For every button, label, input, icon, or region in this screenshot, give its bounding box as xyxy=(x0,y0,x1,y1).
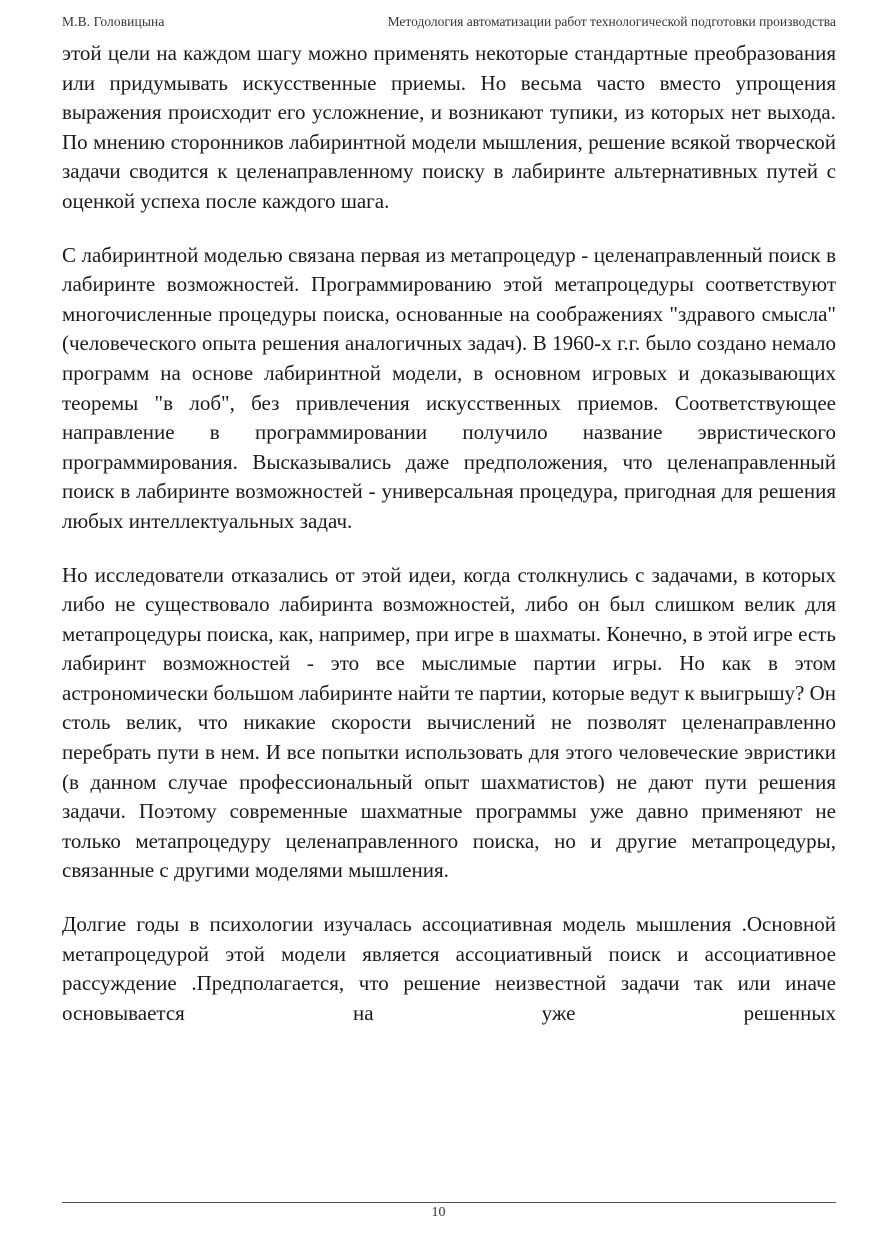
body-text xyxy=(62,39,836,1028)
paragraph-4: Долгие годы в психологии изучалась ассоциативная модель мышления .Основной метапроцедурой этой модели является ассоциативный поиск и ассоциативное рассуждение .Предполагается, что решение неизвестной задачи так или иначе основывается на уже решенных xyxy=(62,912,836,1025)
paragraph-3: Но исследователи отказались от этой идеи, когда столкнулись с задачами, в которых либо не существовало лабиринта возможностей, либо он был слишком велик для метапроцедуры поиска, как, например, при игре в шахматы. Конечно, в этой игре есть лабиринт возможностей - это все мыслимые партии игры. Но как в этом астрономически большом лабиринте найти те партии, которые ведут к выигрышу? Он столь велик, что никакие скорости вычислений не позволят целенаправленно перебрать пути в нем. И все попытки использовать для этого человеческие эвристики (в данном случае профессиональный опыт шахматистов) не дают пути решения задачи. Поэтому современные шахматные программы уже давно применяют не только метапроцедуру целенаправленного поиска, но и другие метапроцедуры, связанные с другими моделями мышления. xyxy=(62,562,836,883)
header-running-title: Методология автоматизации работ технологической подготовки производства xyxy=(387,14,836,29)
page-number: 10 xyxy=(431,1205,446,1220)
paragraph-1: этой цели на каждом шагу можно применять некоторые стандартные преобразования или придумывать искусственные приемы. Но весьма часто вместо упрощения выражения происходит его усложнение, и возникают тупики, из которых нет выхода. По мнению сторонников лабиринтной модели мышления, решение всякой творческой задачи сводится к целенаправленному поиску в лабиринте альтернативных путей с оценкой успеха после каждого шага. xyxy=(62,41,836,213)
footer-divider xyxy=(62,1202,836,1203)
page-header xyxy=(62,14,836,36)
header-author: М.В. Головицына xyxy=(62,14,165,29)
paragraph-2: С лабиринтной моделью связана первая из метапроцедур - целенаправленный поиск в лабиринте возможностей. Программированию этой метапроцедуры соответствуют многочисленные процедуры поиска, основанные на соображениях "здравого смысла" (человеческого опыта решения аналогичных задач). В 1960-х г.г. было создано немало программ на основе лабиринтной модели, в основном игровых и доказывающих теоремы "в лоб", без привлечения искусственных приемов. Соответствующее направление в программировании получило название эвристического программирования. Высказывались даже предположения, что целенаправленный поиск в лабиринте возможностей - универсальная процедура, пригодная для решения любых интеллектуальных задач. xyxy=(62,242,836,533)
